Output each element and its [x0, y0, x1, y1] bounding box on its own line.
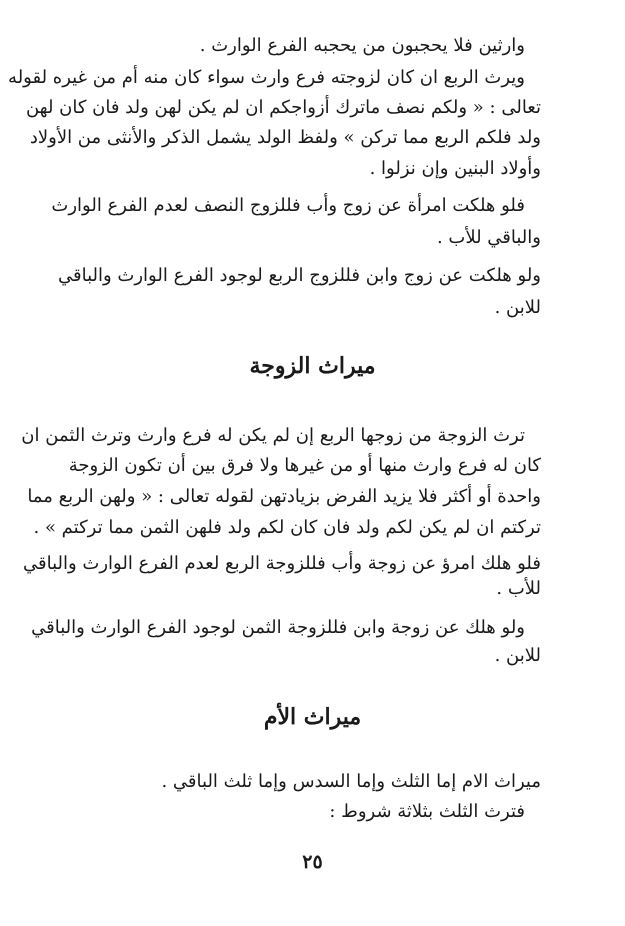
- text-line: ويرث الربع ان كان لزوجته فرع وارث سواء كان منه أم من غيره لقوله: [8, 67, 525, 88]
- text-line: والباقي للأب .: [436, 227, 541, 248]
- text-line: واحدة أو أكثر فلا يزيد الفرض بزيادتهن لقوله تعالى : « ولهن الربع مما: [27, 486, 541, 507]
- text-line: ولو هلكت عن زوج وابن فللزوج الربع لوجود الفرع الوارث والباقي: [58, 265, 541, 286]
- text-line: ولد فلكم الربع مما تركن » ولفظ الولد يشمل الذكر والأنثى من الأولاد: [29, 127, 541, 148]
- page-number: ٢٥: [302, 851, 323, 873]
- text-line: وارثين فلا يحجبون من يحجبه الفرع الوارث .: [199, 35, 525, 56]
- text-line: ميراث الام إما الثلث وإما السدس وإما ثلث الباقي .: [161, 771, 541, 792]
- text-line: فلو هلك امرؤ عن زوجة وأب فللزوجة الربع لعدم الفرع الوارث والباقي: [22, 553, 541, 574]
- text-line: وأولاد البنين وإن نزلوا .: [369, 158, 541, 179]
- text-line: للأب .: [496, 578, 541, 599]
- text-line: كان له فرع وارث منها أو من غيرها ولا فرق بين أن تكون الزوجة: [68, 455, 541, 476]
- text-line: للابن .: [494, 645, 541, 666]
- text-line: ولو هلك عن زوجة وابن فللزوجة الثمن لوجود الفرع الوارث والباقي: [31, 617, 525, 638]
- text-line: تركتم ان لم يكن لكم ولد فان كان لكم ولد فلهن الثمن مما تركتم » .: [33, 517, 541, 538]
- section-heading: ميراث الزوجة: [249, 353, 376, 379]
- text-line: فترث الثلث بثلاثة شروط :: [329, 801, 525, 822]
- text-line: ترث الزوجة من زوجها الربع إن لم يكن له فرع وارث وترث الثمن ان: [21, 425, 525, 446]
- text-line: للابن .: [494, 297, 541, 318]
- text-line: تعالى : « ولكم نصف ماترك أزواجكم ان لم يكن لهن ولد فان كان لهن: [25, 97, 541, 118]
- section-heading: ميراث الأم: [263, 704, 362, 730]
- text-line: فلو هلكت امرأة عن زوج وأب فللزوج النصف لعدم الفرع الوارث: [51, 195, 525, 216]
